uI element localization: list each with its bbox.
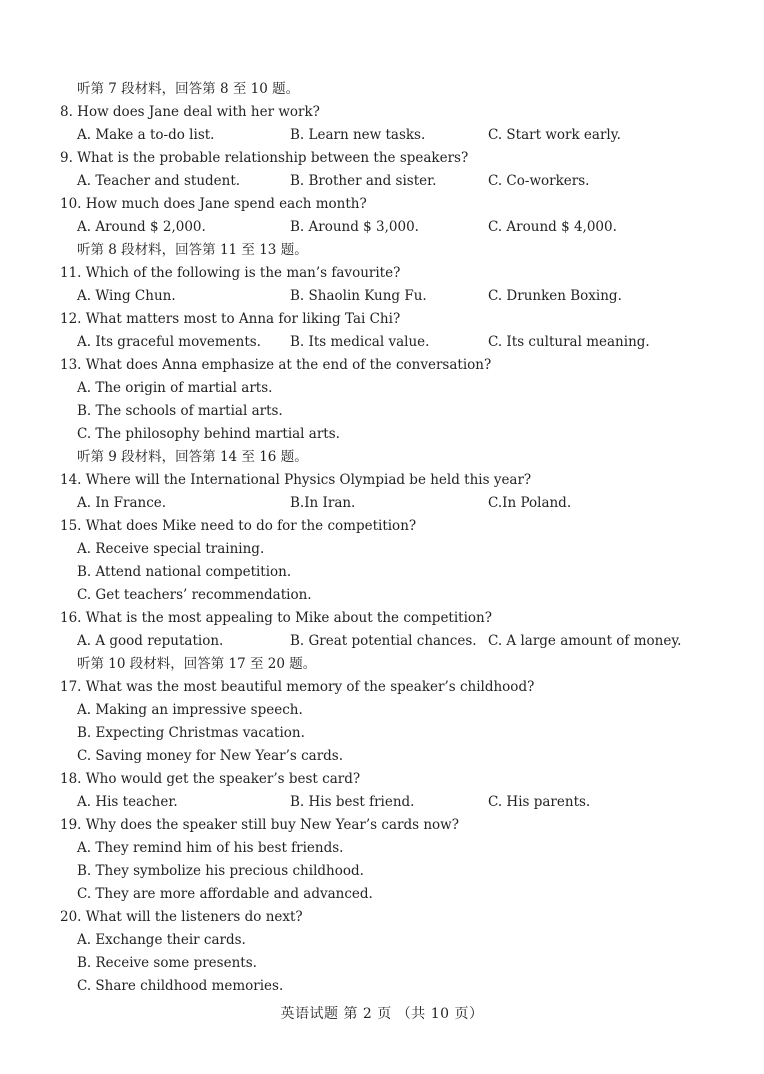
question-text: 14. Where will the International Physics Olympiad be held this year? — [60, 472, 532, 488]
question-list — [60, 78, 720, 998]
answer-option-c: C. Co-workers. — [488, 173, 590, 189]
answer-option-b: B. Great potential chances. — [290, 633, 477, 649]
answer-options — [60, 170, 720, 193]
answer-option-a: A. Making an impressive speech. — [77, 702, 303, 718]
answer-option-b: B. They symbolize his precious childhood. — [77, 863, 364, 879]
answer-option-b: B. Its medical value. — [290, 334, 430, 350]
answer-option-a: A. Its graceful movements. — [77, 334, 261, 350]
answer-options — [60, 331, 720, 354]
section-instruction: 听第 10 段材料，回答第 17 至 20 题。 — [77, 656, 317, 672]
answer-option-a: A. Make a to-do list. — [77, 127, 215, 143]
answer-option-b: B. Expecting Christmas vacation. — [77, 725, 305, 741]
answer-options — [60, 124, 720, 147]
section-instruction: 听第 9 段材料，回答第 14 至 16 题。 — [77, 449, 308, 465]
answer-options — [60, 285, 720, 308]
page-footer: 英语试题 第 2 页 （共 10 页） — [280, 1006, 484, 1022]
question-text: 11. Which of the following is the man’s favourite? — [60, 265, 401, 281]
answer-option-c: C. The philosophy behind martial arts. — [77, 426, 340, 442]
answer-option-a: A. His teacher. — [77, 794, 178, 810]
question-text: 13. What does Anna emphasize at the end of the conversation? — [60, 357, 492, 373]
question-text: 18. Who would get the speaker’s best card? — [60, 771, 361, 787]
section-instruction: 听第 7 段材料，回答第 8 至 10 题。 — [77, 81, 300, 97]
answer-option-a: A. Teacher and student. — [77, 173, 241, 189]
answer-option-a: A. Around $ 2,000. — [77, 219, 206, 235]
answer-option-b: B. The schools of martial arts. — [77, 403, 283, 419]
answer-options — [60, 492, 720, 515]
section-instruction: 听第 8 段材料，回答第 11 至 13 题。 — [77, 242, 308, 258]
answer-option-c: C. Around $ 4,000. — [488, 219, 617, 235]
answer-option-c: C. His parents. — [488, 794, 591, 810]
answer-options — [60, 791, 720, 814]
question-text: 12. What matters most to Anna for liking Tai Chi? — [60, 311, 401, 327]
answer-option-a: A. Wing Chun. — [77, 288, 176, 304]
question-text: 19. Why does the speaker still buy New Year’s cards now? — [60, 817, 459, 833]
answer-option-b: B. His best friend. — [290, 794, 415, 810]
answer-options — [60, 630, 720, 653]
answer-option-c: C. Its cultural meaning. — [488, 334, 650, 350]
answer-option-b: B. Attend national competition. — [77, 564, 292, 580]
answer-option-b: B. Brother and sister. — [290, 173, 437, 189]
answer-option-b: B. Receive some presents. — [77, 955, 257, 971]
answer-option-b: B.In Iran. — [290, 495, 356, 511]
question-text: 9. What is the probable relationship between the speakers? — [60, 150, 469, 166]
answer-option-a: A. In France. — [77, 495, 167, 511]
answer-option-c: C. Saving money for New Year’s cards. — [77, 748, 344, 764]
answer-option-b: B. Shaolin Kung Fu. — [290, 288, 427, 304]
answer-option-c: C. Get teachers’ recommendation. — [77, 587, 312, 603]
answer-options — [60, 216, 720, 239]
answer-option-a: A. A good reputation. — [77, 633, 224, 649]
question-text: 16. What is the most appealing to Mike about the competition? — [60, 610, 492, 626]
answer-option-c: C. Share childhood memories. — [77, 978, 284, 994]
answer-option-a: A. Receive special training. — [77, 541, 265, 557]
question-text: 20. What will the listeners do next? — [60, 909, 303, 925]
question-text: 10. How much does Jane spend each month? — [60, 196, 367, 212]
answer-option-b: B. Learn new tasks. — [290, 127, 426, 143]
answer-option-c: C.In Poland. — [488, 495, 572, 511]
answer-option-c: C. Start work early. — [488, 127, 621, 143]
question-text: 15. What does Mike need to do for the competition? — [60, 518, 417, 534]
answer-option-c: C. A large amount of money. — [488, 633, 682, 649]
answer-option-a: A. The origin of martial arts. — [77, 380, 273, 396]
answer-option-a: A. They remind him of his best friends. — [77, 840, 344, 856]
answer-option-a: A. Exchange their cards. — [77, 932, 246, 948]
question-text: 8. How does Jane deal with her work? — [60, 104, 320, 120]
question-text: 17. What was the most beautiful memory of the speaker’s childhood? — [60, 679, 535, 695]
answer-option-c: C. They are more affordable and advanced. — [77, 886, 373, 902]
answer-option-c: C. Drunken Boxing. — [488, 288, 622, 304]
answer-option-b: B. Around $ 3,000. — [290, 219, 419, 235]
